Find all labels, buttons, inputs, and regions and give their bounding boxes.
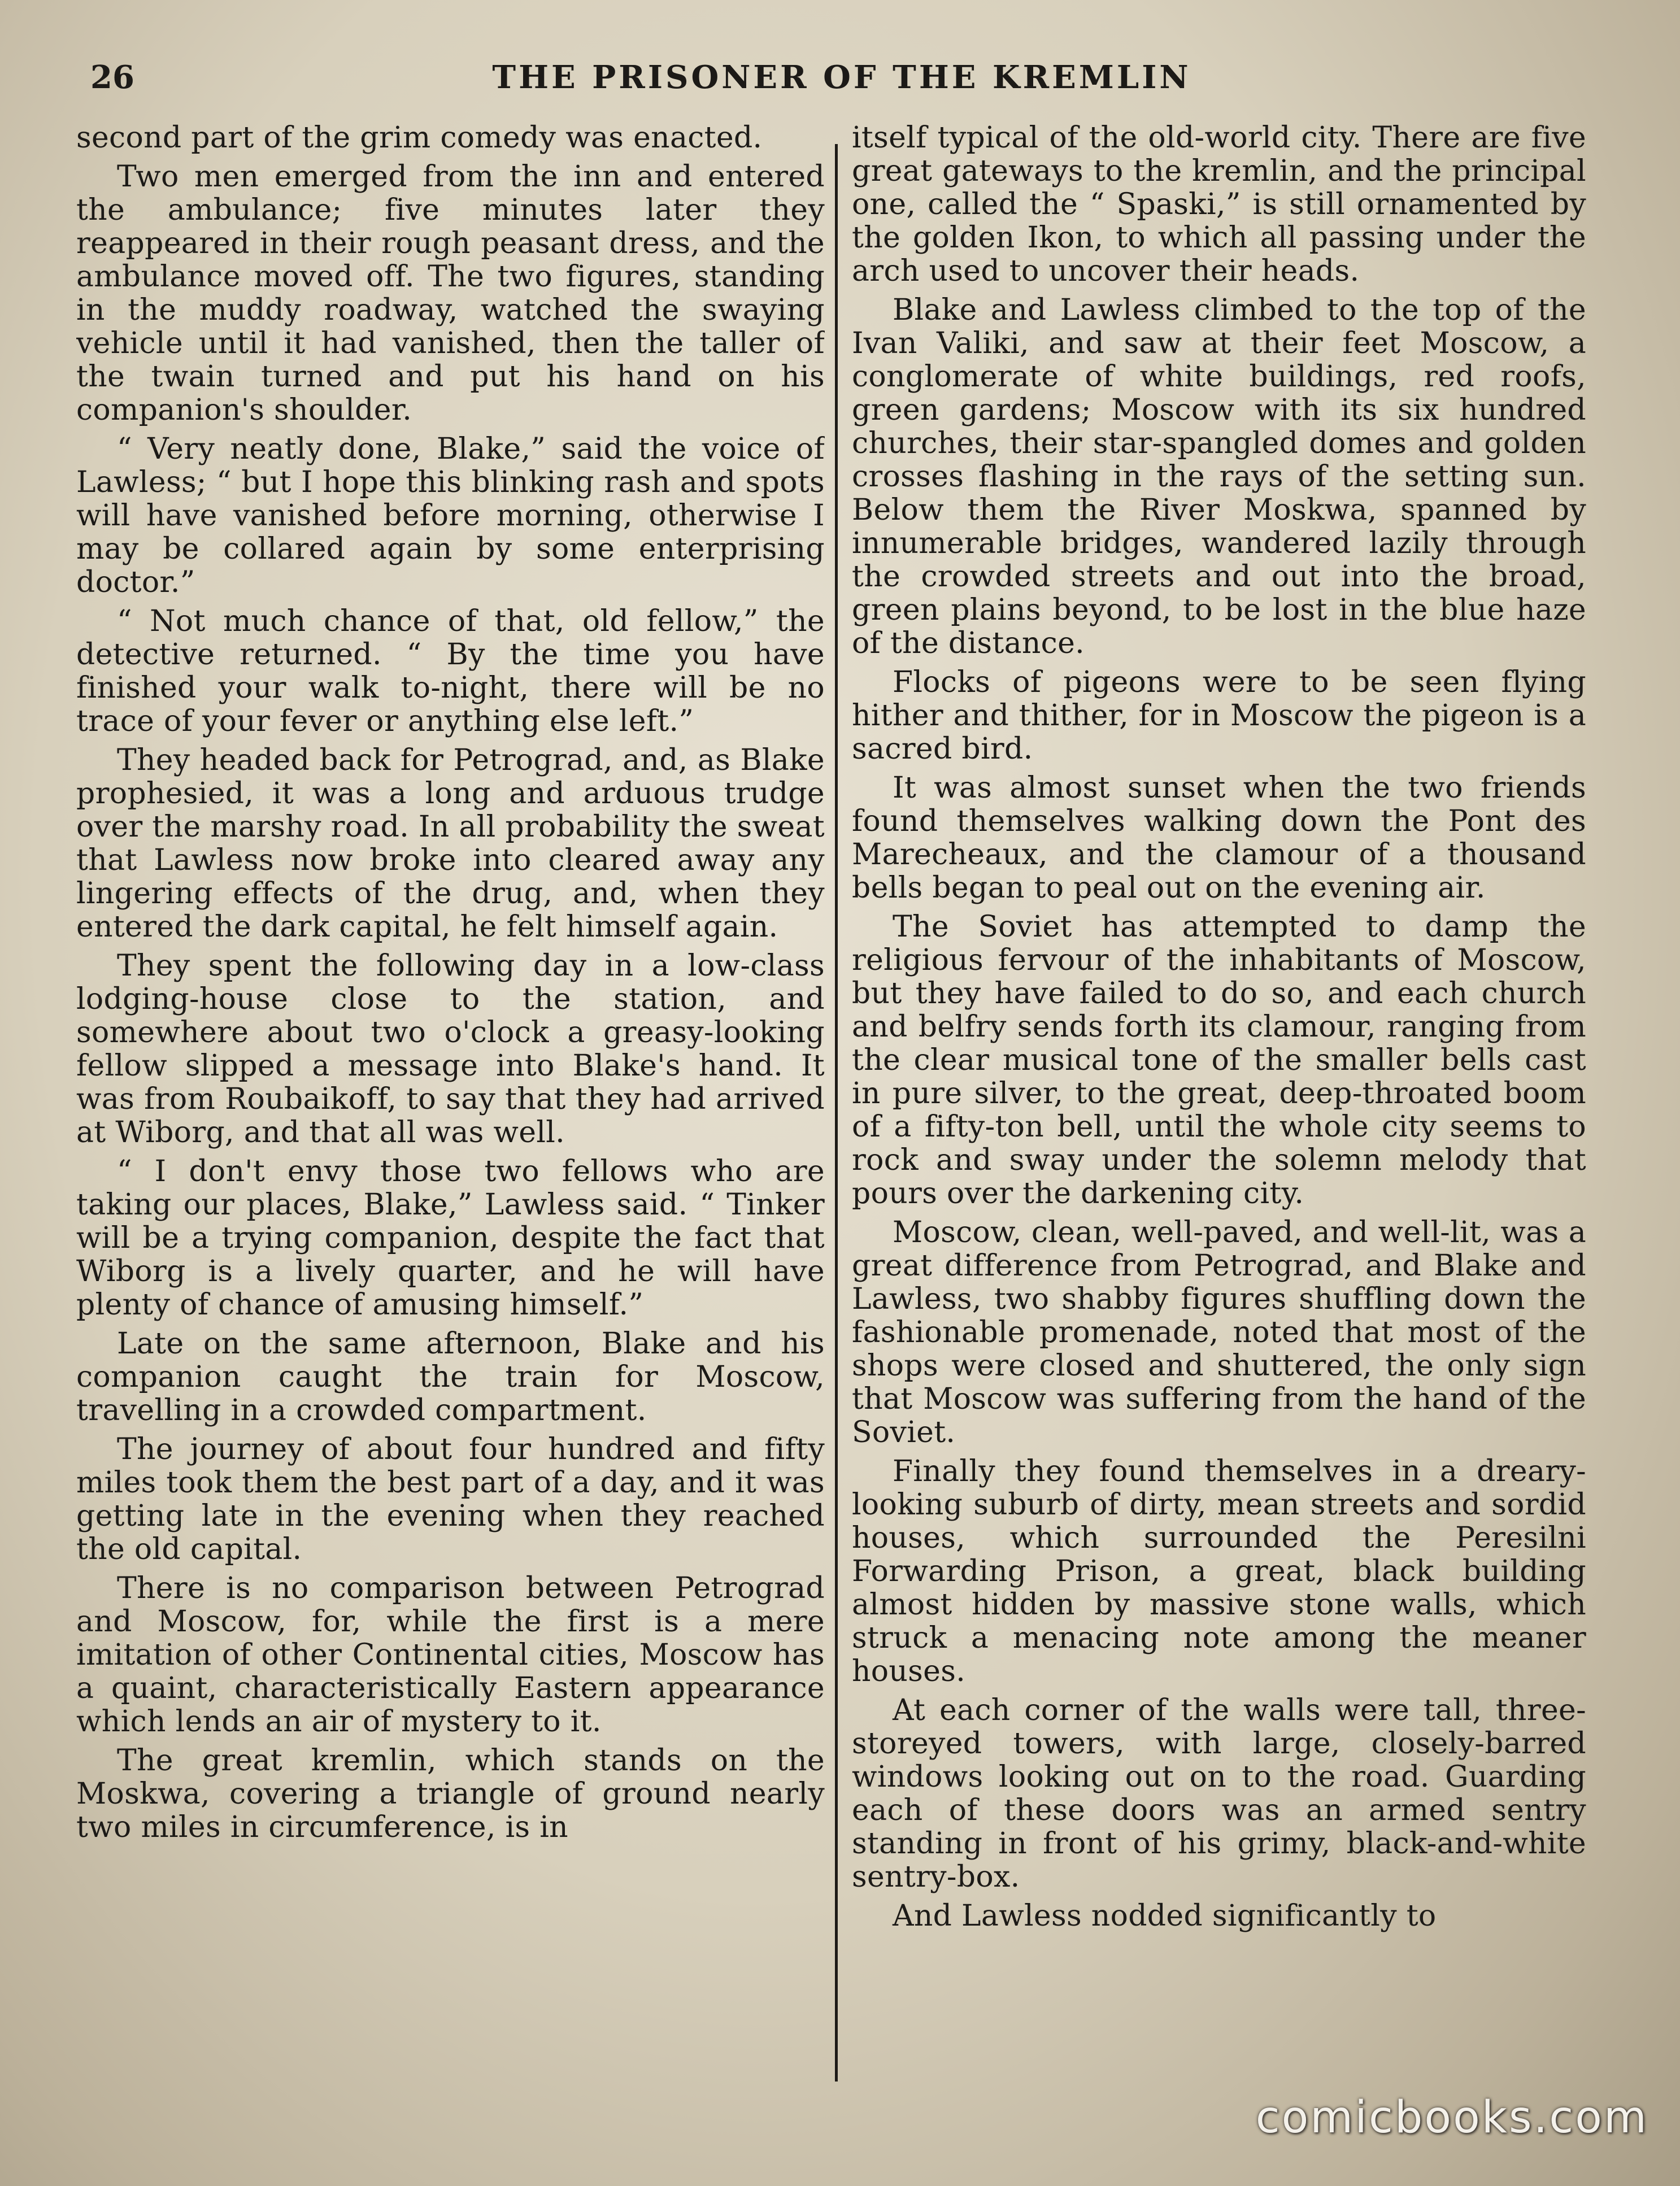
paragraph: Moscow, clean, well-paved, and well-lit, was a great difference from Petrograd, and Blake and Lawless, two shabby figures shuffling down the fashionable promenade, noted that most of the shops were closed and shuttered, the only sign that Moscow was suffering from the hand of the Soviet. <box>852 1216 1586 1449</box>
page-number: 26 <box>90 59 134 96</box>
left-column <box>76 121 825 2087</box>
paragraph: Late on the same afternoon, Blake and his companion caught the train for Moscow, travelling in a crowded compartment. <box>76 1327 825 1427</box>
paragraph: There is no comparison between Petrograd and Moscow, for, while the first is a mere imitation of other Continental cities, Moscow has a quaint, characteristically Eastern appearance which lends an air of mystery to it. <box>76 1571 825 1739</box>
paragraph: And Lawless nodded significantly to <box>893 1899 1437 1933</box>
paragraph: “ Not much chance of that, old fellow,” the detective returned. “ By the time you have finished your walk to-night, there will be no trace of your fever or anything else left.” <box>76 604 825 738</box>
page-header <box>90 59 1593 104</box>
paragraph: At each corner of the walls were tall, three-storeyed towers, with large, closely-barred windows looking out on to the road. Guarding each of these doors was an armed sentry standing in front of his grimy, black-and-white sentry-box. <box>852 1693 1586 1894</box>
column-divider <box>835 144 838 2082</box>
paragraph: Two men emerged from the inn and entered the ambulance; five minutes later they reappeared in their rough peasant dress, and the ambulance moved off. The two figures, standing in the muddy roadway, watched the swaying vehicle until it had vanished, then the taller of the twain turned and put his hand on his companion's shoulder. <box>76 160 825 427</box>
paragraph: “ I don't envy those two fellows who are taking our places, Blake,” Lawless said. “ Tinker will be a trying companion, despite the fact that Wiborg is a lively quarter, and he will have plenty of chance of amusing himself.” <box>76 1155 825 1322</box>
paragraph: Blake and Lawless climbed to the top of the Ivan Valiki, and saw at their feet Moscow, a conglomerate of white buildings, red roofs, green gardens; Moscow with its six hundred churches, their star-spangled domes and golden crosses flashing in the rays of the setting sun. Below them the River Moskwa, spanned by innumerable bridges, wandered lazily through the crowded streets and out into the broad, green plains beyond, to be lost in the blue haze of the distance. <box>852 293 1586 660</box>
paragraph: The Soviet has attempted to damp the religious fervour of the inhabitants of Moscow, but they have failed to do so, and each church and belfry sends forth its clamour, ranging from the clear musical tone of the smaller bells cast in pure silver, to the great, deep-throated boom of a fifty-ton bell, until the whole city seems to rock and sway under the solemn melody that pours over the darkening city. <box>852 910 1586 1210</box>
paragraph: The great kremlin, which stands on the Moskwa, covering a triangle of ground nearly two miles in circumference, is in <box>76 1744 825 1844</box>
paragraph: itself typical of the old-world city. There are five great gateways to the kremlin, and the principal one, called the “ Spaski,” is still ornamented by the golden Ikon, to which all passing under the arch used to uncover their heads. <box>852 121 1586 288</box>
right-column <box>852 121 1586 2087</box>
site-watermark: comicbooks.com <box>1255 2092 1648 2143</box>
paragraph: “ Very neatly done, Blake,” said the voice of Lawless; “ but I hope this blinking rash and spots will have vanished before morning, otherwise I may be collared again by some enterprising doctor.” <box>76 432 825 599</box>
paragraph: It was almost sunset when the two friends found themselves walking down the Pont des Marecheaux, and the clamour of a thousand bells began to peal out on the evening air. <box>852 771 1586 905</box>
paragraph: They headed back for Petrograd, and, as Blake prophesied, it was a long and arduous trudge over the marshy road. In all probability the sweat that Lawless now broke into cleared away any lingering effects of the drug, and, when they entered the dark capital, he felt himself again. <box>76 743 825 944</box>
paragraph: The journey of about four hundred and fifty miles took them the best part of a day, and it was getting late in the evening when they reached the old capital. <box>76 1432 825 1566</box>
paragraph: second part of the grim comedy was enacted. <box>76 121 763 155</box>
paragraph: Finally they found themselves in a dreary-looking suburb of dirty, mean streets and sordid houses, which surrounded the Peresilni Forwarding Prison, a great, black building almost hidden by massive stone walls, which struck a menacing note among the meaner houses. <box>852 1455 1586 1688</box>
paragraph: Flocks of pigeons were to be seen flying hither and thither, for in Moscow the pigeon is a sacred bird. <box>852 665 1586 766</box>
running-head: THE PRISONER OF THE KREMLIN <box>492 59 1191 96</box>
paragraph: They spent the following day in a low-class lodging-house close to the station, and somewhere about two o'clock a greasy-looking fellow slipped a message into Blake's hand. It was from Roubaikoff, to say that they had arrived at Wiborg, and that all was well. <box>76 949 825 1149</box>
